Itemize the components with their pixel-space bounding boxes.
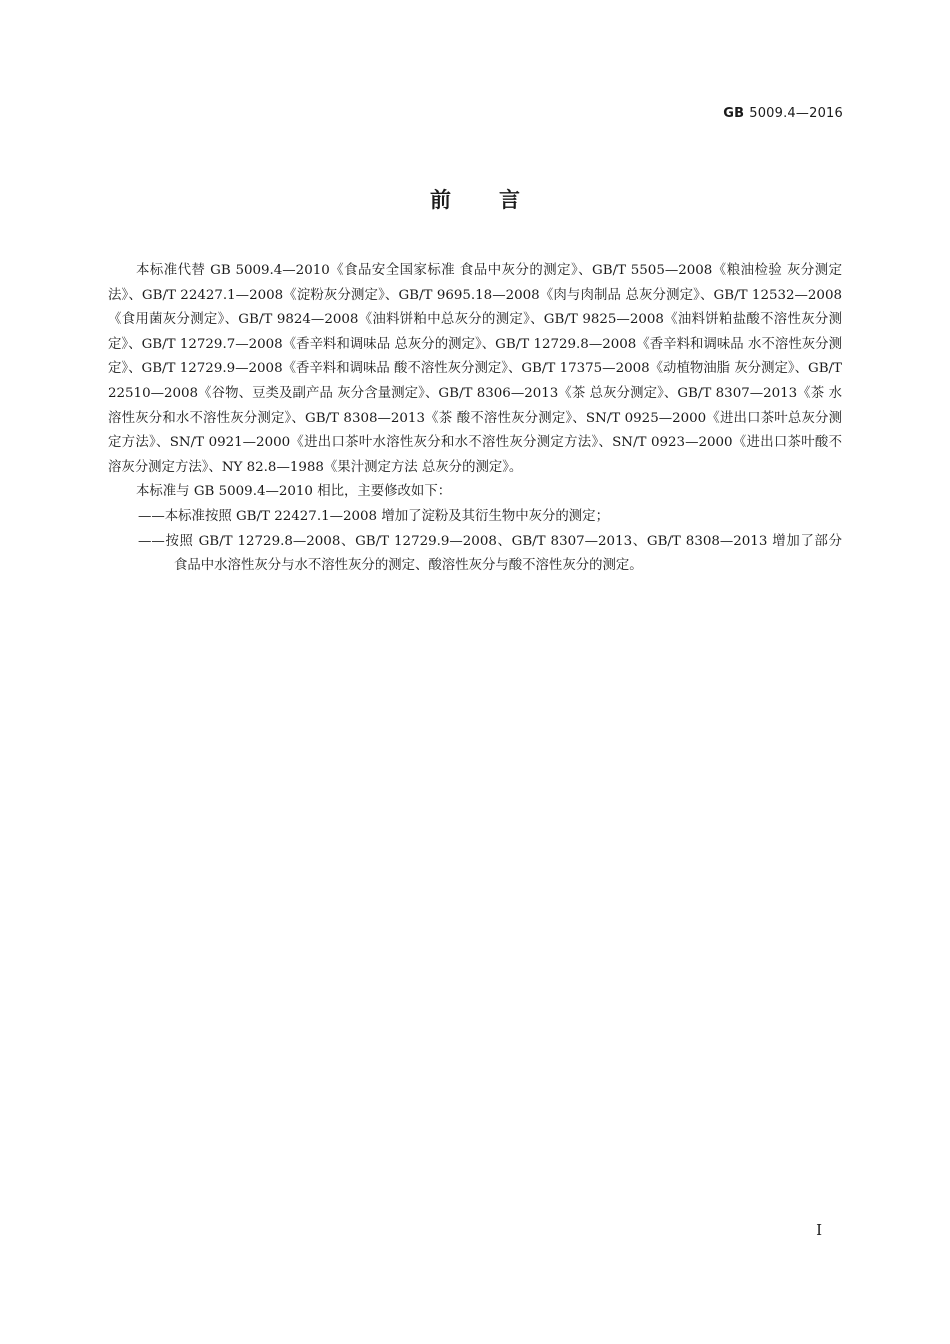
page-number: I — [816, 1221, 822, 1239]
change-text: 按照 GB/T 12729.8—2008、GB/T 12729.9—2008、GB/T 8307—2013、GB/T 8308—2013 增加了部分食品中水溶性灰分与水不溶性灰分的测定、酸溶性灰分与酸不溶性灰分的测定。 — [164, 533, 842, 574]
change-list-item — [108, 505, 842, 530]
list-dash: —— — [138, 508, 165, 524]
changes-intro-paragraph: 本标准与 GB 5009.4—2010 相比，主要修改如下： — [136, 484, 452, 500]
standard-number: 5009.4—2016 — [749, 106, 843, 121]
change-list-item — [108, 530, 842, 579]
standard-prefix: GB — [723, 106, 745, 121]
change-text: 本标准按照 GB/T 22427.1—2008 增加了淀粉及其衍生物中灰分的测定； — [164, 508, 609, 524]
replaced-standards-paragraph: 本标准代替 GB 5009.4—2010《食品安全国家标准 食品中灰分的测定》、GB/T 5505—2008《粮油检验 灰分测定法》、GB/T 22427.1—2008《淀粉灰分测定》、GB/T 9695.18—2008《肉与肉制品 总灰分测定》、GB/T 12532—2008《食用菌灰分测定》、GB/T 9824—2008《油料饼粕中总灰分的测定》、GB/T 9825—2008《油料饼粕盐酸不溶性灰分测定》、GB/T 12729.7—2008《香辛料和调味品 总灰分的测定》、GB/T 12729.8—2008《香辛料和调味品 水不溶性灰分测定》、GB/T 12729.9—2008《香辛料和调味品 酸不溶性灰分测定》、GB/T 17375—2008《动植物油脂 灰分测定》、GB/T 22510—2008《谷物、豆类及副产品 灰分含量测定》、GB/T 8306—2013《茶 总灰分测定》、GB/T 8307—2013《茶 水溶性灰分和水不溶性灰分测定》、GB/T 8308—2013《茶 酸不溶性灰分测定》、SN/T 0925—2000《进出口茶叶总灰分测定方法》、SN/T 0921—2000《进出口茶叶水溶性灰分和水不溶性灰分测定方法》、SN/T 0923—2000《进出口茶叶酸不溶灰分测定方法》、NY 82.8—1988《果汁测定方法 总灰分的测定》。 — [108, 263, 842, 475]
list-dash: —— — [138, 533, 165, 549]
standard-header — [723, 106, 843, 121]
foreword-body — [108, 259, 842, 579]
page-title: 前言 — [430, 188, 568, 212]
